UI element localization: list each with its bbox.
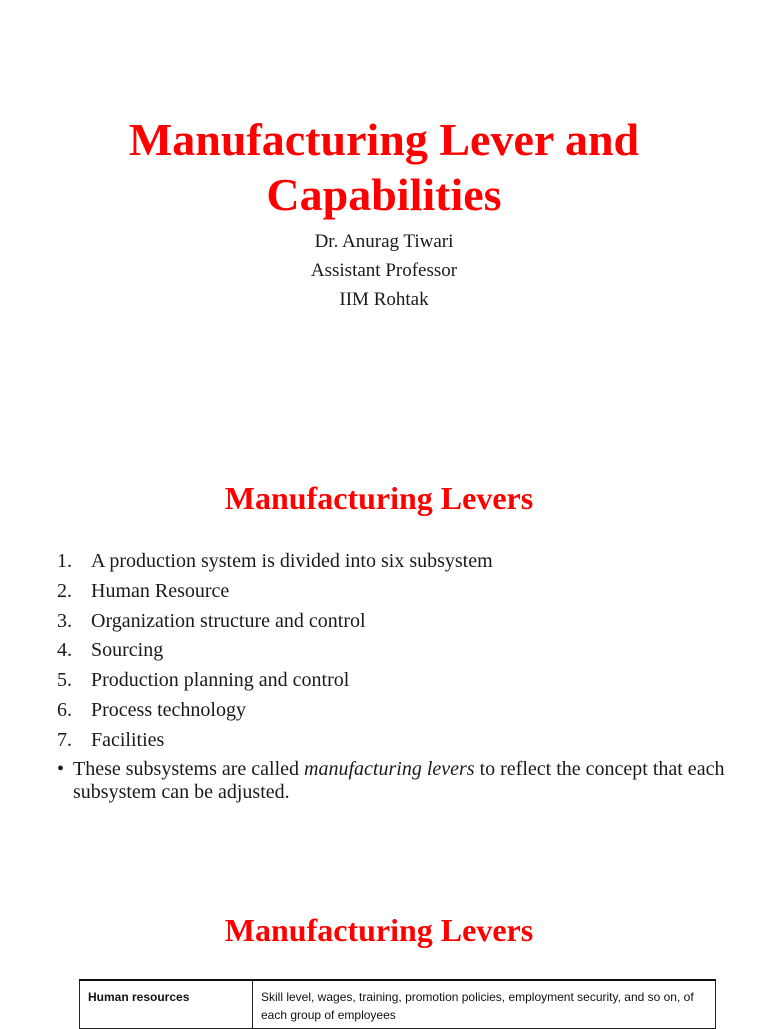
list-item-text: Sourcing	[91, 639, 164, 662]
list-item-text: Production planning and control	[91, 669, 350, 692]
list-item-number: 2.	[57, 579, 72, 602]
bullet-dot: •	[57, 758, 65, 780]
bullet-text-before: These subsystems are called	[73, 758, 305, 780]
bullet-emphasis: manufacturing levers	[304, 758, 475, 780]
list-item	[57, 726, 737, 756]
list-item	[57, 636, 737, 666]
author-institution: IIM Rohtak	[339, 289, 429, 310]
list-item-text: A production system is divided into six subsystem	[91, 550, 493, 572]
table-cell-description: Skill level, wages, training, promotion policies, employment security, and so on, of each group of employees	[253, 980, 716, 1029]
author-position: Assistant Professor	[310, 260, 458, 281]
list-item	[57, 577, 737, 607]
main-title-line-1: Manufacturing Lever and	[128, 114, 640, 165]
author-name: Dr. Anurag Tiwari	[314, 231, 454, 252]
main-title-line-2: Capabilities	[266, 169, 502, 220]
main-title	[0, 112, 768, 222]
section-title: Manufacturing Levers	[224, 480, 534, 516]
list-item-number: 1.	[57, 550, 72, 572]
list-item-text: Process technology	[91, 698, 246, 721]
list-item-number: 5.	[57, 669, 72, 692]
table-row	[80, 980, 716, 1029]
lever-list	[57, 547, 737, 756]
list-item-number: 4.	[57, 639, 72, 662]
list-item-number: 3.	[57, 609, 72, 632]
title-slide	[0, 0, 768, 432]
levers-table	[79, 979, 716, 1029]
bullet-text-after: to reflect the concept that each subsystem can be adjusted.	[73, 758, 725, 803]
list-item	[57, 666, 737, 696]
bullet-paragraph	[57, 758, 737, 804]
list-item-number: 6.	[57, 698, 72, 721]
levers-list-slide	[0, 432, 768, 864]
list-item	[57, 607, 737, 637]
levers-table-slide	[0, 864, 768, 1024]
bullet-text	[73, 758, 737, 804]
list-item-number: 7.	[57, 728, 72, 751]
section-title: Manufacturing Levers	[224, 912, 534, 948]
list-item-text: Human Resource	[91, 579, 230, 602]
table-cell-category: Human resources	[80, 980, 253, 1029]
list-item-text: Organization structure and control	[91, 609, 366, 632]
list-item	[57, 696, 737, 726]
list-item-text: Facilities	[91, 728, 165, 751]
author-block	[0, 227, 768, 314]
list-item	[57, 547, 737, 577]
